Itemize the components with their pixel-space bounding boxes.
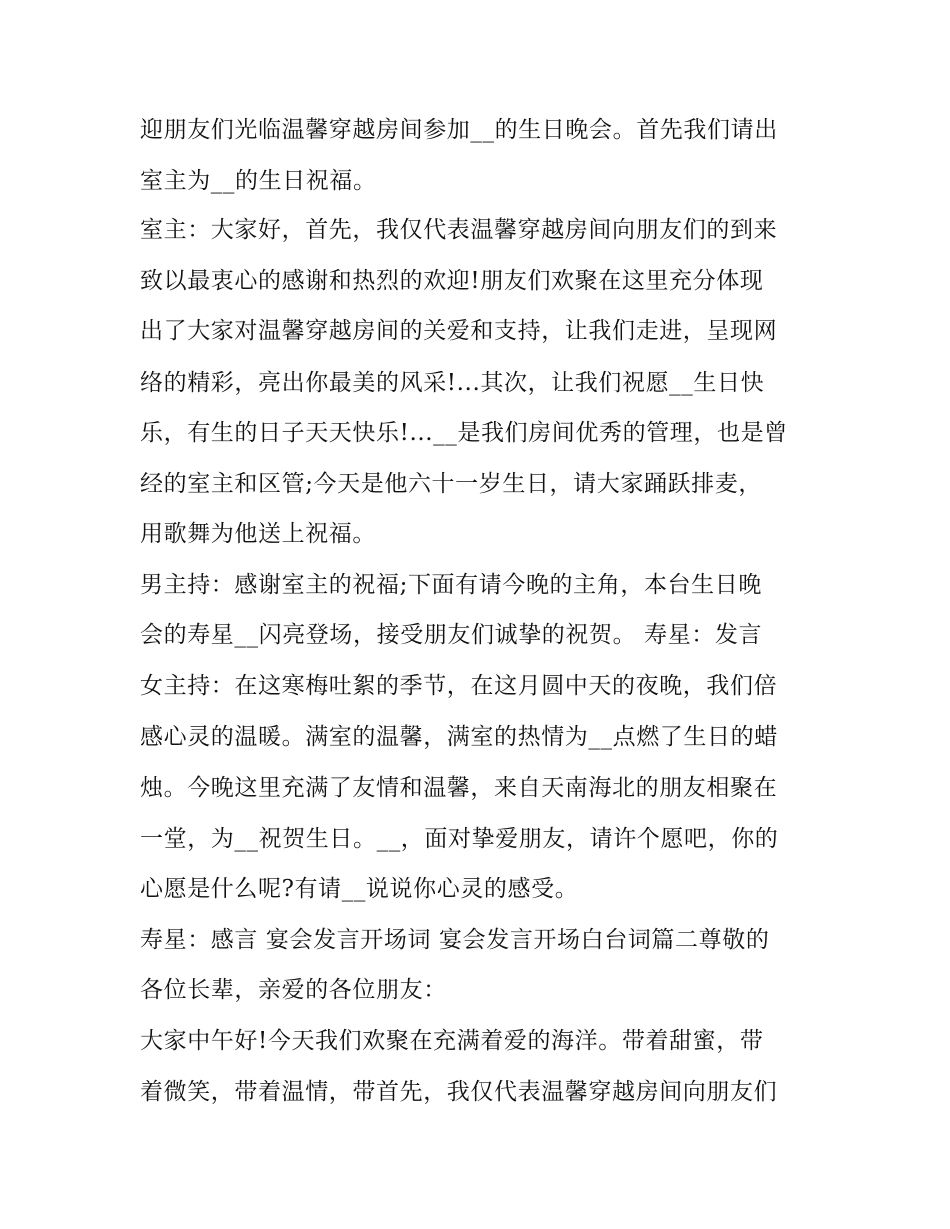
text-line: 大家中午好!今天我们欢聚在充满着爱的海洋。带着甜蜜，带 [140, 1028, 764, 1054]
text-line: 女主持：在这寒梅吐絮的季节，在这月圆中天的夜晚，我们倍 [140, 673, 778, 699]
text-line: 感心灵的温暖。满室的温馨，满室的热情为__点燃了生日的蜡 [140, 724, 778, 750]
text-line: 会的寿星__闪亮登场，接受朋友们诚挚的祝贺。 寿星：发言 [140, 622, 763, 648]
text-line: 致以最衷心的感谢和热烈的欢迎!朋友们欢聚在这里充分体现 [140, 268, 764, 294]
text-line: 用歌舞为他送上祝福。 [140, 521, 376, 547]
text-line: 经的室主和区管;今天是他六十一岁生日，请大家踊跃排麦， [140, 471, 762, 497]
text-line: 烛。今晚这里充满了友情和温馨，来自天南海北的朋友相聚在 [140, 775, 778, 801]
text-line: 着微笑，带着温情，带首先，我仅代表温馨穿越房间向朋友们 [140, 1079, 778, 1105]
text-line: 乐，有生的日子天天快乐!...__是我们房间优秀的管理，也是曾 [140, 420, 788, 446]
text-line: 一堂，为__祝贺生日。__，面对挚爱朋友，请许个愿吧，你的 [140, 826, 779, 852]
text-line: 出了大家对温馨穿越房间的关爱和支持，让我们走进，呈现网 [140, 318, 778, 344]
text-line: 心愿是什么呢?有请__说说你心灵的感受。 [140, 876, 579, 902]
text-line: 室主：大家好，首先，我仅代表温馨穿越房间向朋友们的到来 [140, 217, 778, 243]
text-line: 络的精彩，亮出你最美的风采!...其次，让我们祝愿__生日快 [140, 370, 765, 396]
text-line: 室主为__的生日祝福。 [140, 168, 377, 194]
text-line: 迎朋友们光临温馨穿越房间参加__的生日晚会。首先我们请出 [140, 117, 778, 143]
text-line: 寿星：感言 宴会发言开场词 宴会发言开场白台词篇二尊敬的 [140, 927, 770, 953]
text-line: 男主持：感谢室主的祝福;下面有请今晚的主角，本台生日晚 [140, 572, 762, 598]
text-line: 各位长辈，亲爱的各位朋友： [140, 977, 447, 1003]
